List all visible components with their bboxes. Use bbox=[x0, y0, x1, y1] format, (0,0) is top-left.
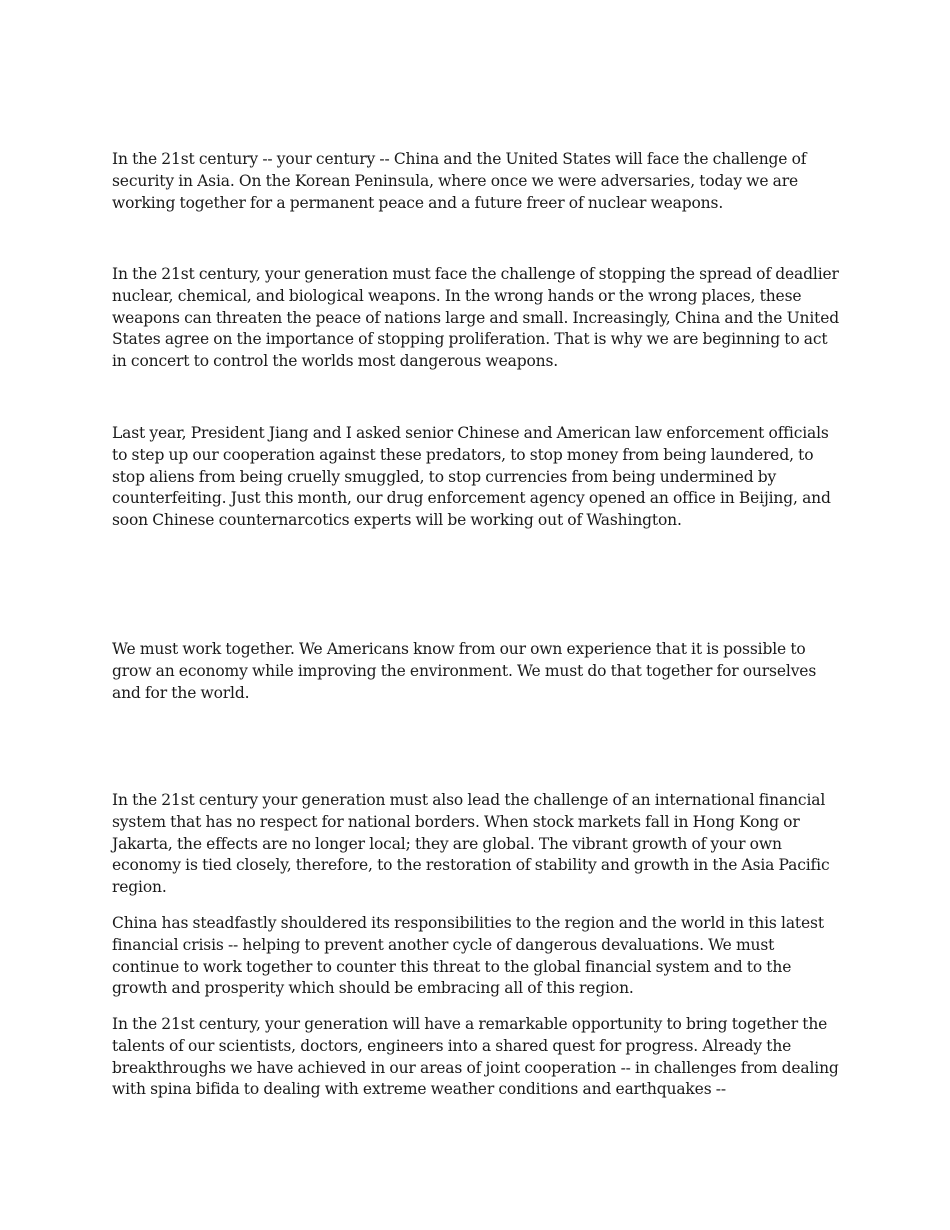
paragraph-environment: We must work together. We Americans know from our own experience that it is possible to grow an economy while improving the environment. We must do that together for ourselves and for the world. bbox=[112, 640, 817, 702]
paragraph-financial-crisis: China has steadfastly shouldered its responsibilities to the region and the world in this latest financial crisis -- helping to prevent another cycle of dangerous devaluations. We must continue to work together to counter this threat to the global financial system and to the growth and prosperity which should be embracing all of this region. bbox=[112, 914, 824, 998]
paragraph-weapons-proliferation: In the 21st century, your generation must face the challenge of stopping the spread of deadlier nuclear, chemical, and biological weapons. In the wrong hands or the wrong places, these weapons can threaten the peace of nations large and small. Increasingly, China and the United States agree on the importance of stopping proliferation. That is why we are beginning to act in concert to control the worlds most dangerous weapons. bbox=[112, 265, 840, 371]
paragraph-law-enforcement: Last year, President Jiang and I asked senior Chinese and American law enforcement officials to step up our cooperation against these predators, to stop money from being laundered, to stop aliens from being cruelly smuggled, to stop currencies from being undermined by counterfeiting. Just this month, our drug enforcement agency opened an office in Beijing, and soon Chinese counternarcotics experts will be working out of Washington. bbox=[112, 424, 831, 530]
paragraph-scientific-cooperation: In the 21st century, your generation will have a remarkable opportunity to bring together the talents of our scientists, doctors, engineers into a shared quest for progress. Already the breakthroughs we have achieved in our areas of joint cooperation -- in challenges from dealing with spina bifida to dealing with extreme weather conditions and earthquakes -- bbox=[112, 1015, 839, 1099]
paragraph-security-asia: In the 21st century -- your century -- China and the United States will face the challenge of security in Asia. On the Korean Peninsula, where once we were adversaries, today we are working together for a permanent peace and a future freer of nuclear weapons. bbox=[112, 150, 807, 212]
paragraph-financial-system: In the 21st century your generation must also lead the challenge of an international financial system that has no respect for national borders. When stock markets fall in Hong Kong or Jakarta, the effects are no longer local; they are global. The vibrant growth of your own economy is tied closely, therefore, to the restoration of stability and growth in the Asia Pacific region. bbox=[112, 791, 830, 897]
